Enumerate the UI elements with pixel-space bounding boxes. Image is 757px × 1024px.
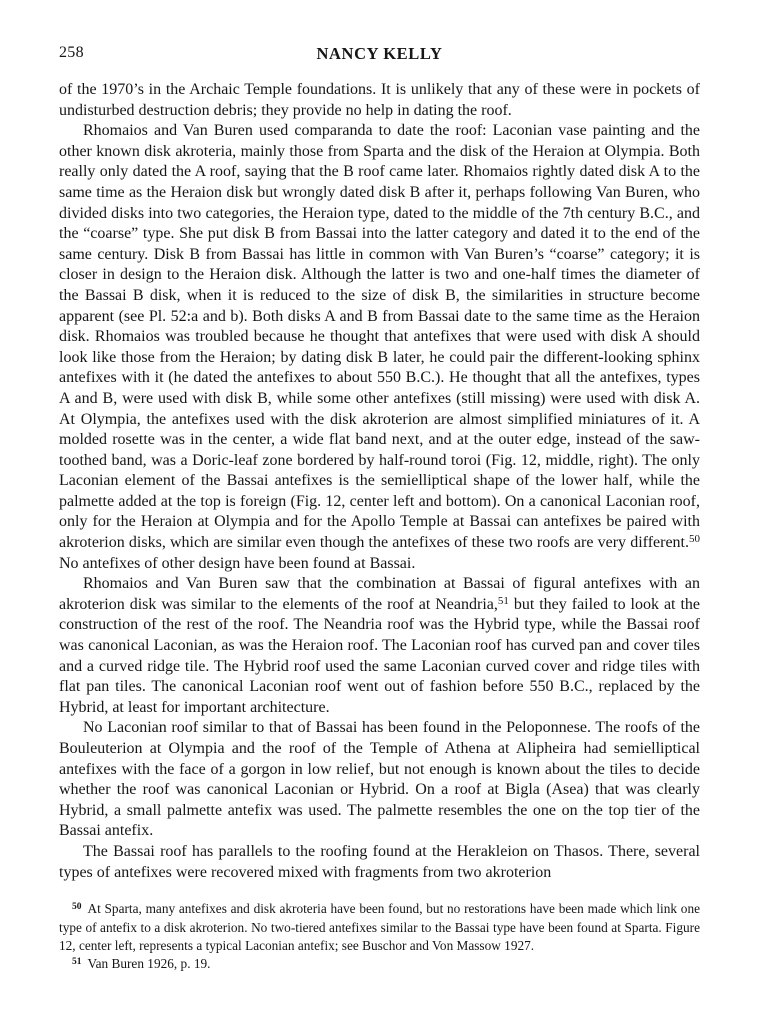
body-paragraph-5: [59, 842, 700, 883]
paragraph-text: No antefixes of other design have been found at Bassai.: [59, 554, 416, 572]
paragraph-text: Rhomaios and Van Buren saw that the combination at Bassai of figural antefixes with an akroterion disk was similar to the elements of the roof at Neandria,: [59, 575, 700, 613]
footnotes-section: [59, 900, 700, 974]
paragraph-text: The Bassai roof has parallels to the roofing found at the Herakleion on Thasos. There, several types of antefixes were recovered mixed with fragments from two akroterion: [59, 842, 700, 881]
paragraph-text: of the 1970’s in the Archaic Temple foundations. It is unlikely that any of these were in pockets of undisturbed destruction debris; they provide no help in dating the roof.: [59, 81, 700, 119]
footnote-marker-50: 50: [72, 901, 82, 912]
footnote-ref-51: 51: [497, 594, 509, 607]
running-head: [59, 44, 700, 66]
paragraph-text: No Laconian roof similar to that of Bassai has been found in the Peloponnese. The roofs of the Bouleuterion at Olympia and the roof of the Temple of Athena at Alipheira had semielliptical antefixes with the face of a gorgon in low relief, but not enough is known about the tiles to decide whether the roof was canonical Laconian or Hybrid. On a roof at Bigla (Asea) that was clearly Hybrid, a small palmette antefix was used. The palmette resembles the one on the top tier of the Bassai antefix.: [59, 719, 700, 840]
body-text: [59, 80, 700, 883]
body-paragraph-2: [59, 121, 700, 574]
paragraph-text: Rhomaios and Van Buren used comparanda to date the roof: Laconian vase painting and the other known disk akroteria, mainly those from Sparta and the disk of the Heraion at Olympia. Both really only dated the A roof, saying that the B roof came later. Rhomaios rightly dated disk A to the same time as the Heraion disk but wrongly dated disk B after it, perhaps following Van Buren, who divided disks into two categories, the Heraion type, dated to the middle of the 7th century B.C., and the “coarse” type. She put disk B from Bassai into the latter category and dated it to the end of the same century. Disk B from Bassai has little in common with Van Buren’s “coarse” category; it is closer in design to the Heraion disk. Although the latter is two and one-half times the diameter of the Bassai B disk, when it is reduced to the size of disk B, the similarities in structure become apparent (see Pl. 52:a and b). Both disks A and B from Bassai date to the same time as the Heraion disk. Rhomaios was troubled because he thought that antefixes that were used with disk A should look like those from the Heraion; by dating disk B later, he could pair the different-looking sphinx antefixes with it (he dated the antefixes to about 550 B.C.). He thought that all the antefixes, types A and B, were used with disk B, while some other antefixes (still missing) were used with disk A. At Olympia, the antefixes used with the disk akroterion are almost simplified miniatures of it. A molded rosette was in the center, a wide flat band next, and at the outer edge, instead of the saw-toothed band, was a Doric-leaf zone bordered by half-round toroi (Fig. 12, middle, right). The only Laconian element of the Bassai antefixes is the semielliptical shape of the lower half, while the palmette added at the top is foreign (Fig. 12, center left and bottom). On a canonical Laconian roof, only for the Heraion at Olympia and for the Apollo Temple at Bassai can antefixes be paired with akroterion disks, which are similar even though the antefixes of these two roofs are very different.: [59, 122, 700, 552]
body-paragraph-4: [59, 718, 700, 842]
page-number: 258: [59, 44, 84, 61]
body-paragraph-3: [59, 574, 700, 718]
footnote-50: [59, 900, 700, 955]
footnote-ref-50: 50: [689, 533, 700, 546]
footnote-marker-51: 51: [72, 957, 82, 968]
footnote-text: Van Buren 1926, p. 19.: [87, 956, 211, 972]
footnote-text: At Sparta, many antefixes and disk akroteria have been found, but no restorations have been made which link one type of antefix to a disk akroterion. No two-tiered antefixes similar to the Bassai type have been found at Sparta. Figure 12, center left, represents a typical Laconian antefix; see Buschor and Von Massow 1927.: [59, 901, 700, 953]
running-header-author: NANCY KELLY: [316, 44, 443, 63]
paragraph-text: but they failed to look at the construction of the rest of the roof. The Neandria roof was the Hybrid type, while the Bassai roof was canonical Laconian, as was the Heraion roof. The Laconian roof has curved pan and cover tiles and a curved ridge tile. The Hybrid roof used the same Laconian curved cover and ridge tiles with flat pan tiles. The canonical Laconian roof went out of fashion before 550 B.C., replaced by the Hybrid, at least for important architecture.: [59, 595, 700, 716]
footnote-51: [59, 955, 700, 973]
body-paragraph-1: [59, 80, 700, 121]
